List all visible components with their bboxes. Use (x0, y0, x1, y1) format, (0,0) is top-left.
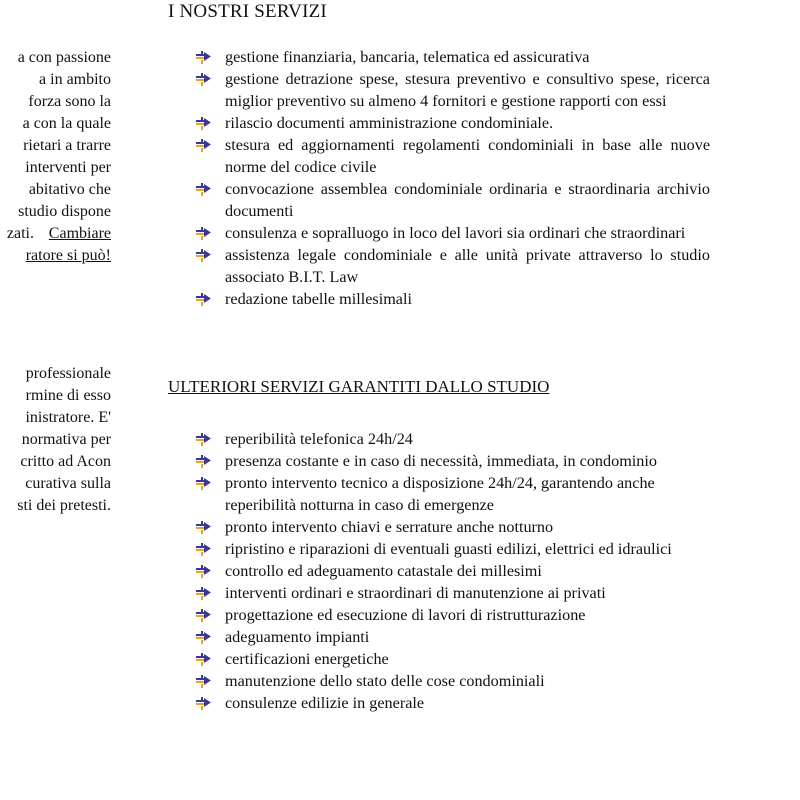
arrow-bullet-icon (196, 183, 211, 196)
arrow-bullet-icon (196, 609, 211, 622)
arrow-bullet-shape (196, 678, 204, 680)
arrow-bullet-shape (196, 681, 204, 683)
arrow-bullet-shape (196, 615, 204, 617)
arrow-bullet-shape (204, 698, 211, 707)
arrow-bullet-shape (201, 148, 203, 152)
service-item-text: pronto intervento chiavi e serrature anche notturno (225, 518, 554, 536)
arrow-bullet-shape (196, 524, 204, 526)
service-list-item (196, 134, 710, 178)
arrow-bullet-shape (204, 588, 211, 597)
left-text-line: normativa per (21, 431, 111, 448)
arrow-bullet-shape (201, 455, 203, 458)
arrow-bullet-shape (196, 79, 204, 81)
service-list-item (196, 68, 710, 112)
arrow-bullet-icon (196, 653, 211, 666)
arrow-bullet-shape (204, 478, 211, 487)
service-item-text: interventi ordinari e straordinari di manutenzione ai privati (225, 584, 606, 602)
service-list-item (196, 244, 710, 288)
arrow-bullet-shape (196, 439, 204, 441)
extra-services-heading: ULTERIORI SERVIZI GARANTITI DALLO STUDIO (168, 377, 550, 396)
left-text-line: forza sono la (28, 93, 111, 110)
cambiare-link-continued[interactable]: ratore si può! (25, 247, 111, 264)
service-item-text: gestione detrazione spese, stesura preventivo e consultivo spese, ricerca miglior preventivo su almeno 4 fornitori e gestione rapporti con essi (225, 70, 710, 110)
arrow-bullet-shape (201, 227, 203, 230)
arrow-bullet-shape (204, 610, 211, 619)
service-list-item (196, 112, 710, 134)
arrow-bullet-icon (196, 587, 211, 600)
arrow-bullet-shape (201, 706, 203, 710)
arrow-bullet-shape (196, 142, 204, 144)
service-item-text: adeguamento impianti (225, 628, 370, 646)
arrow-bullet-shape (204, 228, 211, 237)
left-text-line: curativa sulla (25, 475, 111, 492)
arrow-bullet-shape (196, 703, 204, 705)
arrow-bullet-shape (196, 593, 204, 595)
arrow-bullet-icon (196, 455, 211, 468)
arrow-bullet-shape (204, 294, 211, 303)
arrow-bullet-shape (201, 587, 203, 590)
service-item-text: manutenzione dello stato delle cose condominiali (225, 672, 545, 690)
extra-services-list (196, 428, 716, 714)
arrow-bullet-shape (196, 549, 204, 551)
arrow-bullet-icon (196, 139, 211, 152)
service-list-item (196, 670, 716, 692)
left-text-line: rietari a trarre (23, 137, 111, 154)
arrow-bullet-shape (201, 82, 203, 86)
left-text-line: sti dei pretesti. (17, 497, 111, 514)
left-text-line: critto ad Acon (20, 453, 111, 470)
service-list-item (196, 538, 716, 560)
service-list-item (196, 560, 716, 582)
arrow-bullet-shape (196, 299, 204, 301)
arrow-bullet-icon (196, 565, 211, 578)
service-list-item (196, 516, 716, 538)
arrow-bullet-shape (196, 255, 204, 257)
arrow-bullet-shape (201, 618, 203, 622)
service-list-item (196, 582, 716, 604)
arrow-bullet-shape (201, 293, 203, 296)
service-item-text: assistenza legale condominiale e alle unità private attraverso lo studio associato B.I.T. Law (225, 246, 710, 286)
service-list-item (196, 288, 710, 310)
service-item-text: controllo ed adeguamento catastale dei millesimi (225, 562, 542, 580)
arrow-bullet-shape (196, 120, 204, 122)
left-text-line: zati. (6, 225, 34, 242)
arrow-bullet-shape (201, 675, 203, 678)
service-item-text: consulenza e sopralluogo in loco del lavori sia ordinari che straordinari (225, 224, 686, 242)
cambiare-link[interactable]: Cambiare (48, 225, 111, 242)
left-text-line: interventi per (25, 159, 111, 176)
arrow-bullet-shape (204, 250, 211, 259)
left-cropped-text-column (0, 0, 112, 800)
service-item-text: rilascio documenti amministrazione condominiale. (225, 114, 554, 132)
arrow-bullet-shape (201, 486, 203, 490)
service-list-item (196, 222, 710, 244)
arrow-bullet-shape (196, 233, 204, 235)
arrow-bullet-shape (201, 126, 203, 130)
arrow-bullet-shape (201, 73, 203, 76)
arrow-bullet-shape (201, 433, 203, 436)
arrow-bullet-icon (196, 73, 211, 86)
arrow-bullet-shape (204, 118, 211, 127)
arrow-bullet-shape (201, 565, 203, 568)
arrow-bullet-shape (201, 653, 203, 656)
arrow-bullet-shape (196, 480, 204, 482)
arrow-bullet-shape (196, 612, 204, 614)
arrow-bullet-icon (196, 117, 211, 130)
arrow-bullet-icon (196, 477, 211, 490)
arrow-bullet-shape (196, 145, 204, 147)
arrow-bullet-shape (204, 456, 211, 465)
arrow-bullet-icon (196, 675, 211, 688)
arrow-bullet-shape (196, 461, 204, 463)
arrow-bullet-icon (196, 51, 211, 64)
arrow-bullet-shape (204, 676, 211, 685)
arrow-bullet-shape (196, 186, 204, 188)
arrow-bullet-shape (201, 662, 203, 666)
arrow-bullet-shape (201, 442, 203, 446)
service-item-text: certificazioni energetiche (225, 650, 389, 668)
arrow-bullet-icon (196, 631, 211, 644)
arrow-bullet-shape (201, 139, 203, 142)
arrow-bullet-shape (201, 258, 203, 262)
service-list-item (196, 626, 716, 648)
service-list-item (196, 46, 710, 68)
service-item-text: gestione finanziaria, bancaria, telematica ed assicurativa (225, 48, 590, 66)
arrow-bullet-shape (201, 464, 203, 468)
service-list-item (196, 428, 716, 450)
arrow-bullet-shape (196, 700, 204, 702)
arrow-bullet-shape (201, 574, 203, 578)
service-item-text: ripristino e riparazioni di eventuali guasti edilizi, elettrici ed idraulici (225, 540, 672, 558)
service-list-item (196, 648, 716, 670)
service-item-text: presenza costante e in caso di necessità, immediata, in condominio (225, 452, 657, 470)
left-text-line: studio dispone (18, 203, 111, 220)
arrow-bullet-shape (201, 477, 203, 480)
arrow-bullet-shape (196, 568, 204, 570)
arrow-bullet-shape (204, 654, 211, 663)
arrow-bullet-shape (201, 117, 203, 120)
arrow-bullet-shape (204, 566, 211, 575)
arrow-bullet-shape (196, 189, 204, 191)
arrow-bullet-icon (196, 433, 211, 446)
left-text-line: a in ambito (39, 71, 111, 88)
arrow-bullet-shape (201, 543, 203, 546)
arrow-bullet-shape (201, 697, 203, 700)
arrow-bullet-icon (196, 521, 211, 534)
arrow-bullet-shape (201, 521, 203, 524)
arrow-bullet-shape (196, 571, 204, 573)
arrow-bullet-shape (196, 57, 204, 59)
arrow-bullet-shape (201, 302, 203, 306)
left-text-line: inistratore. E' (25, 409, 111, 426)
service-item-text: consulenze edilizie in generale (225, 694, 425, 712)
arrow-bullet-icon (196, 293, 211, 306)
services-heading: I NOSTRI SERVIZI (168, 1, 327, 22)
arrow-bullet-shape (196, 634, 204, 636)
service-item-text: progettazione ed esecuzione di lavori di ristrutturazione (225, 606, 586, 624)
arrow-bullet-shape (201, 183, 203, 186)
service-item-text: redazione tabelle millesimali (225, 290, 412, 308)
service-item-text: convocazione assemblea condominiale ordinaria e straordinaria archivio documenti (225, 180, 710, 220)
services-list (196, 46, 710, 310)
arrow-bullet-shape (201, 249, 203, 252)
arrow-bullet-shape (204, 140, 211, 149)
arrow-bullet-icon (196, 543, 211, 556)
service-list-item (196, 692, 716, 714)
arrow-bullet-shape (201, 530, 203, 534)
arrow-bullet-shape (204, 434, 211, 443)
arrow-bullet-shape (201, 60, 203, 64)
arrow-bullet-shape (204, 184, 211, 193)
service-list-item (196, 178, 710, 222)
arrow-bullet-shape (201, 236, 203, 240)
arrow-bullet-shape (196, 436, 204, 438)
arrow-bullet-shape (196, 458, 204, 460)
service-list-item (196, 450, 716, 472)
arrow-bullet-icon (196, 249, 211, 262)
arrow-bullet-shape (196, 230, 204, 232)
service-item-text: stesura ed aggiornamenti regolamenti condominiali in base alle nuove norme del codice civile (225, 136, 710, 176)
arrow-bullet-shape (204, 544, 211, 553)
arrow-bullet-shape (201, 631, 203, 634)
left-text-line: a con passione (17, 49, 111, 66)
arrow-bullet-shape (196, 546, 204, 548)
arrow-bullet-shape (196, 252, 204, 254)
arrow-bullet-shape (201, 609, 203, 612)
arrow-bullet-shape (201, 552, 203, 556)
arrow-bullet-shape (196, 54, 204, 56)
arrow-bullet-shape (204, 522, 211, 531)
arrow-bullet-shape (196, 296, 204, 298)
arrow-bullet-icon (196, 697, 211, 710)
arrow-bullet-shape (196, 590, 204, 592)
arrow-bullet-shape (201, 596, 203, 600)
service-list-item (196, 472, 716, 516)
left-text-line: a con la quale (22, 115, 111, 132)
arrow-bullet-shape (201, 51, 203, 54)
service-item-text: pronto intervento tecnico a disposizione 24h/24, garantendo anche reperibilità notturna in caso di emergenze (225, 474, 655, 514)
arrow-bullet-shape (204, 74, 211, 83)
arrow-bullet-shape (201, 192, 203, 196)
arrow-bullet-shape (196, 637, 204, 639)
left-text-line: rmine di esso (25, 387, 111, 404)
arrow-bullet-shape (196, 527, 204, 529)
arrow-bullet-shape (204, 52, 211, 61)
arrow-bullet-shape (204, 632, 211, 641)
arrow-bullet-icon (196, 227, 211, 240)
arrow-bullet-shape (196, 656, 204, 658)
arrow-bullet-shape (196, 76, 204, 78)
arrow-bullet-shape (196, 659, 204, 661)
arrow-bullet-shape (196, 123, 204, 125)
left-text-line: abitativo che (28, 181, 111, 198)
arrow-bullet-shape (201, 684, 203, 688)
service-item-text: reperibilità telefonica 24h/24 (225, 430, 413, 448)
left-text-line: professionale (25, 365, 111, 382)
arrow-bullet-shape (201, 640, 203, 644)
arrow-bullet-shape (196, 483, 204, 485)
service-list-item (196, 604, 716, 626)
